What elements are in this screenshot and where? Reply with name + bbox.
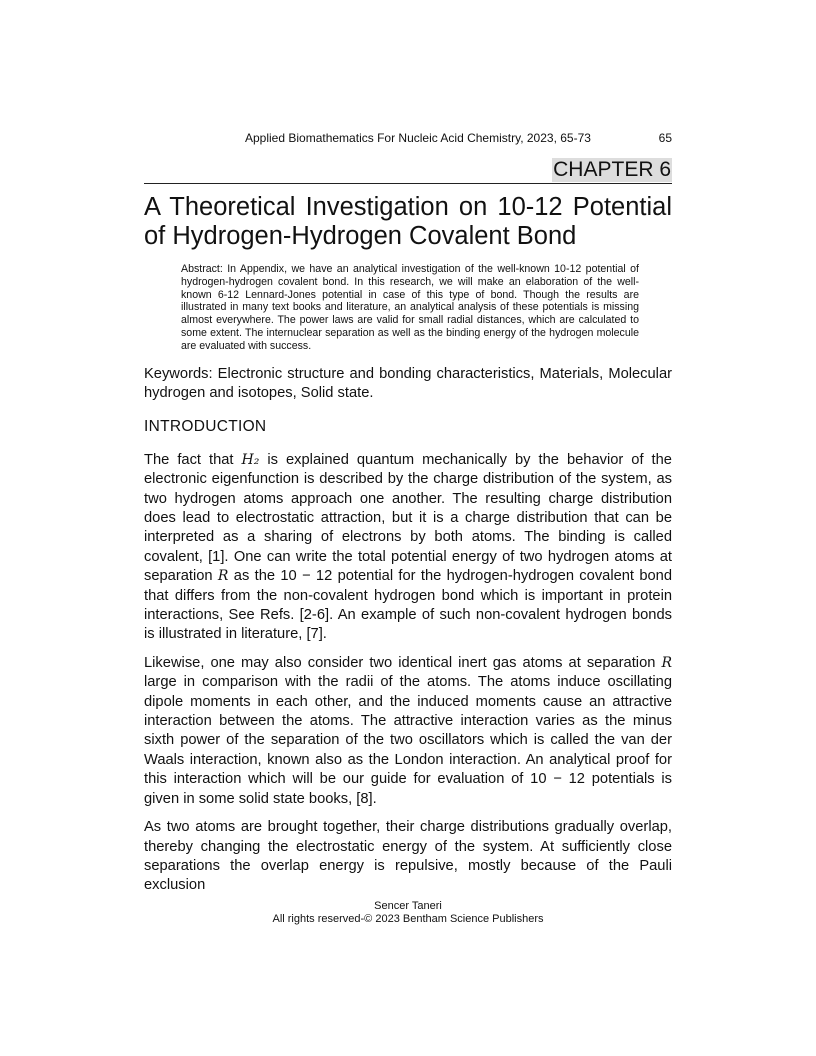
text: Likewise, one may also consider two identical inert gas atoms at separation — [144, 654, 662, 671]
paragraph — [144, 654, 672, 809]
paragraph — [144, 451, 672, 645]
page-number: 65 — [658, 131, 672, 145]
chapter-label: CHAPTER 6 — [553, 158, 671, 181]
math: R — [661, 654, 672, 671]
running-header: Applied Biomathematics For Nucleic Acid Chemistry, 2023, 65-73 — [245, 131, 591, 145]
text: is explained quantum mechanically by the behavior of the electronic eigenfunction is described by the charge distribution of the system, as two hydrogen atoms approach one another. The resulting charge distribution does lead to electrostatic attraction, but it is a charge distribution that can be interpreted as a sharing of electrons by both atoms. The binding is called covalent, [1]. One can write the total potential energy of two hydrogen atoms at separation — [144, 451, 672, 585]
keywords: Keywords: Electronic structure and bonding characteristics, Materials, Molecular hydrogen and isotopes, Solid state. — [144, 365, 672, 401]
math: R — [217, 568, 229, 585]
footer-copyright: All rights reserved-© 2023 Bentham Science Publishers — [272, 913, 544, 926]
running-header-row — [144, 131, 672, 146]
math: H₂ — [241, 451, 260, 468]
paragraph: As two atoms are brought together, their charge distributions gradually overlap, thereby changing the electrostatic energy of the system. At sufficiently close separations the overlap energy is repulsive, mostly because of the Pauli exclusion — [144, 819, 672, 894]
chapter-row — [144, 158, 672, 182]
section-heading: INTRODUCTION — [144, 418, 267, 436]
text: large in comparison with the radii of the atoms. The atoms induce oscillating dipole moments in each other, and the induced moments cause an attractive interaction between the atoms. The attractive interaction varies as the minus sixth power of the separation of the two oscillators which is called the van der Waals interaction, known also as the London interaction. An analytical proof for this interaction which will be our guide for evaluation of 10 − 12 potentials is given in some solid state books, [8]. — [144, 674, 672, 807]
header-rule — [144, 183, 672, 184]
page-title: A Theoretical Investigation on 10-12 Potential of Hydrogen-Hydrogen Covalent Bond — [144, 193, 672, 250]
footer — [144, 900, 672, 927]
abstract: Abstract: In Appendix, we have an analytical investigation of the well-known 10-12 potential of hydrogen-hydrogen covalent bond. In this research, we will make an elaboration of the well-known 6-12 Lennard-Jones potential in case of this type of bond. Though the results are illustrated in many text books and literature, an analytical analysis of these potentials is missing almost everywhere. The power laws are valid for small radial distances, which are calculated to some extent. The internuclear separation as well as the binding energy of the hydrogen molecule are evaluated with success. — [181, 263, 639, 352]
footer-author: Sencer Taneri — [374, 899, 442, 912]
text: The fact that — [144, 451, 242, 468]
text: as the 10 − 12 potential for the hydrogen-hydrogen covalent bond that differs from the non-covalent hydrogen bond which is important in protein interactions, See Refs. [2-6]. An example of such non-covalent hydrogen bonds is illustrated in literature, [7]. — [144, 568, 673, 643]
